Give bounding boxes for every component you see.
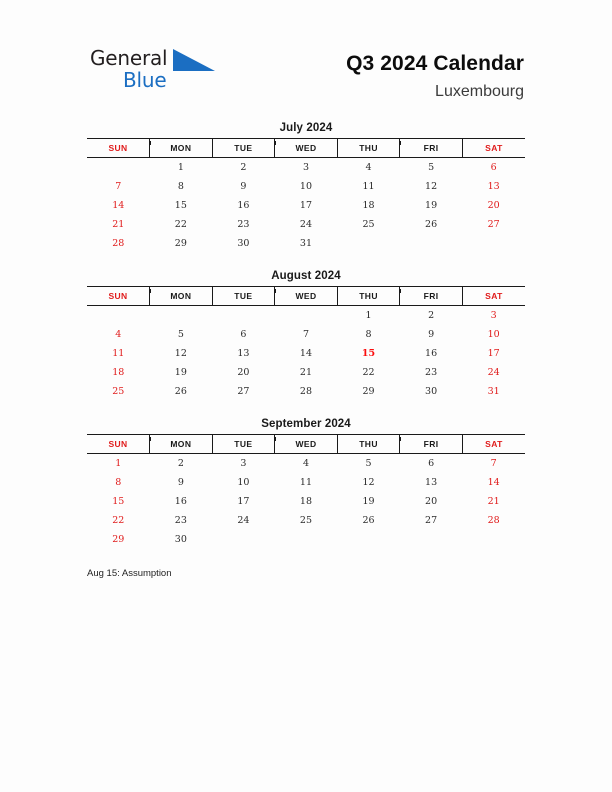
calendar-day[interactable]: 3 xyxy=(490,310,497,321)
calendar-day[interactable]: 21 xyxy=(487,496,500,507)
month-block-july xyxy=(87,122,525,253)
column-separator-tick xyxy=(275,437,276,441)
weekday-header-wed: WED xyxy=(275,287,338,306)
column-separator-tick xyxy=(462,289,463,293)
calendar-day[interactable]: 13 xyxy=(487,181,500,192)
calendar-day[interactable]: 31 xyxy=(487,386,500,397)
calendar-day-holiday[interactable]: 15 xyxy=(361,348,376,359)
calendar-day[interactable]: 20 xyxy=(425,496,438,507)
calendar-day[interactable]: 16 xyxy=(174,496,187,507)
weekday-header-wed: WED xyxy=(275,435,338,454)
calendar-day[interactable]: 6 xyxy=(240,329,247,340)
calendar-day[interactable]: 9 xyxy=(240,181,247,192)
calendar-week-row xyxy=(87,473,525,492)
calendar-day[interactable]: 26 xyxy=(174,386,187,397)
calendar-week-row xyxy=(87,177,525,196)
calendar-day-empty xyxy=(337,530,400,549)
weekday-header-sun: SUN xyxy=(108,291,128,301)
column-separator-tick xyxy=(462,437,463,441)
weekday-header-sat: SAT xyxy=(462,139,525,158)
calendar-day-empty xyxy=(462,234,525,253)
calendar-day[interactable]: 24 xyxy=(299,219,313,230)
page-title: Q3 2024 Calendar xyxy=(346,52,524,75)
calendar-day-empty xyxy=(212,306,275,326)
weekday-header-sun: SUN xyxy=(108,439,128,449)
calendar-day[interactable]: 7 xyxy=(115,181,122,192)
calendar-day[interactable]: 3 xyxy=(302,162,309,173)
weekday-header-wed: WED xyxy=(275,139,338,158)
calendar-day[interactable]: 8 xyxy=(115,477,122,488)
calendar-day[interactable]: 13 xyxy=(237,348,250,359)
calendar-day[interactable]: 6 xyxy=(428,458,435,469)
weekday-header-mon: MON xyxy=(150,287,213,306)
column-separator-tick xyxy=(212,141,213,145)
calendar-day[interactable]: 7 xyxy=(490,458,497,469)
month-title: July 2024 xyxy=(279,122,333,134)
weekday-header-thu: THU xyxy=(337,139,400,158)
column-separator-tick xyxy=(337,437,338,441)
calendar-day[interactable]: 10 xyxy=(237,477,250,488)
calendar-day-empty xyxy=(275,306,338,326)
calendar-day[interactable]: 5 xyxy=(365,458,372,469)
calendar-week-row xyxy=(87,454,525,474)
calendar-day[interactable]: 25 xyxy=(299,515,313,526)
calendar-week-row xyxy=(87,234,525,253)
column-separator-tick xyxy=(337,141,338,145)
calendar-day[interactable]: 28 xyxy=(487,515,500,526)
calendar-day[interactable]: 9 xyxy=(428,329,435,340)
page-header xyxy=(0,0,612,110)
calendar-day[interactable]: 26 xyxy=(362,515,375,526)
month-block-august xyxy=(87,270,525,401)
calendar-day-empty xyxy=(150,306,213,326)
calendar-day[interactable]: 30 xyxy=(174,534,187,545)
calendar-day[interactable]: 22 xyxy=(174,219,187,230)
calendar-day[interactable]: 21 xyxy=(112,219,125,230)
column-separator-tick xyxy=(337,289,338,293)
month-title: August 2024 xyxy=(271,270,341,282)
calendar-day[interactable]: 21 xyxy=(299,367,313,378)
calendar-day-empty xyxy=(87,306,150,326)
holiday-legend xyxy=(87,568,172,579)
calendar-week-row xyxy=(87,325,525,344)
holiday-note: Aug 15: Assumption xyxy=(87,568,172,579)
calendar-day[interactable]: 26 xyxy=(425,219,438,230)
calendar-week-row xyxy=(87,306,525,326)
weekday-header-sat: SAT xyxy=(462,287,525,306)
calendar-body xyxy=(87,306,525,402)
calendar-week-row xyxy=(87,158,525,178)
calendar-week-row xyxy=(87,382,525,401)
calendar-day-empty xyxy=(400,530,463,549)
calendar-day[interactable]: 14 xyxy=(487,477,500,488)
column-separator-tick xyxy=(212,289,213,293)
calendar-day-empty xyxy=(87,158,150,178)
calendar-day[interactable]: 19 xyxy=(174,367,187,378)
calendar-day[interactable]: 5 xyxy=(177,329,184,340)
calendar-day[interactable]: 10 xyxy=(299,181,313,192)
calendar-day[interactable]: 13 xyxy=(425,477,438,488)
weekday-header-sun: SUN xyxy=(108,143,128,153)
calendar-day[interactable]: 14 xyxy=(299,348,313,359)
calendar-weekday-header xyxy=(87,435,525,454)
calendar-week-row xyxy=(87,492,525,511)
calendar-day[interactable]: 23 xyxy=(425,367,438,378)
calendar-day[interactable]: 6 xyxy=(490,162,497,173)
calendar-day-empty xyxy=(400,234,463,253)
calendar-day[interactable]: 1 xyxy=(115,458,122,469)
month-title: September 2024 xyxy=(261,418,351,430)
calendar-day[interactable]: 18 xyxy=(299,496,313,507)
calendar-day[interactable]: 9 xyxy=(177,477,184,488)
column-separator-tick xyxy=(150,437,151,441)
calendar-day[interactable]: 11 xyxy=(112,348,125,359)
calendar-day[interactable]: 25 xyxy=(362,219,375,230)
calendar-day[interactable]: 24 xyxy=(487,367,500,378)
weekday-header-mon: MON xyxy=(150,435,213,454)
calendar-day[interactable]: 23 xyxy=(237,219,250,230)
calendar-day[interactable]: 7 xyxy=(302,329,309,340)
calendar-day[interactable]: 1 xyxy=(177,162,184,173)
calendar-day[interactable]: 12 xyxy=(362,477,375,488)
weekday-header-thu: THU xyxy=(337,287,400,306)
weekday-header-tue: TUE xyxy=(212,287,275,306)
calendar-day[interactable]: 2 xyxy=(428,310,435,321)
calendar-day[interactable]: 4 xyxy=(302,458,309,469)
calendar-day-empty xyxy=(212,530,275,549)
calendar-day[interactable]: 30 xyxy=(425,386,438,397)
calendar-day[interactable]: 1 xyxy=(365,310,372,321)
weekday-header-row xyxy=(87,139,525,158)
calendar-day[interactable]: 28 xyxy=(299,386,313,397)
weekday-header-fri: FRI xyxy=(400,139,463,158)
weekday-header-row xyxy=(87,287,525,306)
calendar-day[interactable]: 5 xyxy=(428,162,435,173)
calendar-week-row xyxy=(87,196,525,215)
calendar-day[interactable]: 20 xyxy=(237,367,250,378)
weekday-header-mon: MON xyxy=(150,139,213,158)
weekday-header-fri: FRI xyxy=(400,435,463,454)
calendar-day-empty xyxy=(337,234,400,253)
calendar-day[interactable]: 14 xyxy=(112,200,125,211)
column-separator-tick xyxy=(212,437,213,441)
column-separator-tick xyxy=(400,141,401,145)
column-separator-tick xyxy=(275,289,276,293)
weekday-header-tue: TUE xyxy=(212,139,275,158)
calendar-day-empty xyxy=(275,530,338,549)
page-subtitle-country: Luxembourg xyxy=(435,83,524,100)
calendar-day[interactable]: 28 xyxy=(112,238,125,249)
calendar-day[interactable]: 12 xyxy=(425,181,438,192)
calendar-day[interactable]: 8 xyxy=(365,329,372,340)
calendar-day[interactable]: 29 xyxy=(174,238,187,249)
calendar-day[interactable]: 8 xyxy=(177,181,184,192)
weekday-header-sat: SAT xyxy=(462,435,525,454)
calendar-day[interactable]: 2 xyxy=(240,162,247,173)
calendar-weekday-header xyxy=(87,287,525,306)
calendar-day[interactable]: 11 xyxy=(362,181,375,192)
calendar-day[interactable]: 27 xyxy=(237,386,250,397)
generalblue-logo[interactable] xyxy=(90,46,240,96)
weekday-header-fri: FRI xyxy=(400,287,463,306)
column-separator-tick xyxy=(400,289,401,293)
calendar-day[interactable]: 16 xyxy=(425,348,438,359)
column-separator-tick xyxy=(150,289,151,293)
calendar-body xyxy=(87,454,525,550)
calendar-week-row xyxy=(87,511,525,530)
calendar-day[interactable]: 17 xyxy=(299,200,313,211)
calendar-day[interactable]: 4 xyxy=(365,162,372,173)
calendar-week-row xyxy=(87,344,525,363)
calendar-day[interactable]: 20 xyxy=(487,200,500,211)
calendar-day[interactable]: 22 xyxy=(362,367,375,378)
calendar-day[interactable]: 3 xyxy=(240,458,247,469)
calendar-day[interactable]: 12 xyxy=(174,348,187,359)
logo-text-general: General xyxy=(90,46,168,70)
calendar-day[interactable]: 27 xyxy=(487,219,500,230)
calendar-week-row xyxy=(87,215,525,234)
calendar-day[interactable]: 17 xyxy=(487,348,500,359)
calendar-day-empty xyxy=(462,530,525,549)
column-separator-tick xyxy=(400,437,401,441)
calendar-day[interactable]: 11 xyxy=(299,477,313,488)
weekday-header-thu: THU xyxy=(337,435,400,454)
calendar-table xyxy=(87,434,525,549)
calendar-table xyxy=(87,286,525,401)
weekday-header-tue: TUE xyxy=(212,435,275,454)
calendar-day[interactable]: 25 xyxy=(112,386,125,397)
calendar-day[interactable]: 24 xyxy=(237,515,250,526)
calendar-day[interactable]: 2 xyxy=(177,458,184,469)
column-separator-tick xyxy=(275,141,276,145)
calendar-day[interactable]: 30 xyxy=(237,238,250,249)
calendar-day[interactable]: 27 xyxy=(425,515,438,526)
month-block-september xyxy=(87,418,525,549)
calendar-week-row xyxy=(87,363,525,382)
calendar-day[interactable]: 18 xyxy=(362,200,375,211)
calendar-day[interactable]: 31 xyxy=(299,238,313,249)
calendar-day[interactable]: 16 xyxy=(237,200,250,211)
calendar-table xyxy=(87,138,525,253)
calendar-day[interactable]: 29 xyxy=(362,386,375,397)
calendar-weekday-header xyxy=(87,139,525,158)
calendar-day[interactable]: 29 xyxy=(112,534,125,545)
weekday-header-row xyxy=(87,435,525,454)
calendar-day[interactable]: 15 xyxy=(112,496,125,507)
calendar-day[interactable]: 4 xyxy=(115,329,122,340)
calendar-day[interactable]: 23 xyxy=(174,515,187,526)
calendar-day[interactable]: 18 xyxy=(112,367,125,378)
calendar-day[interactable]: 19 xyxy=(362,496,375,507)
column-separator-tick xyxy=(150,141,151,145)
column-separator-tick xyxy=(462,141,463,145)
calendar-day[interactable]: 19 xyxy=(425,200,438,211)
calendar-day[interactable]: 17 xyxy=(237,496,250,507)
logo-text-blue: Blue xyxy=(123,68,167,92)
calendar-body xyxy=(87,158,525,254)
calendar-day[interactable]: 15 xyxy=(174,200,187,211)
calendar-day[interactable]: 10 xyxy=(487,329,500,340)
calendar-week-row xyxy=(87,530,525,549)
calendar-day[interactable]: 22 xyxy=(112,515,125,526)
